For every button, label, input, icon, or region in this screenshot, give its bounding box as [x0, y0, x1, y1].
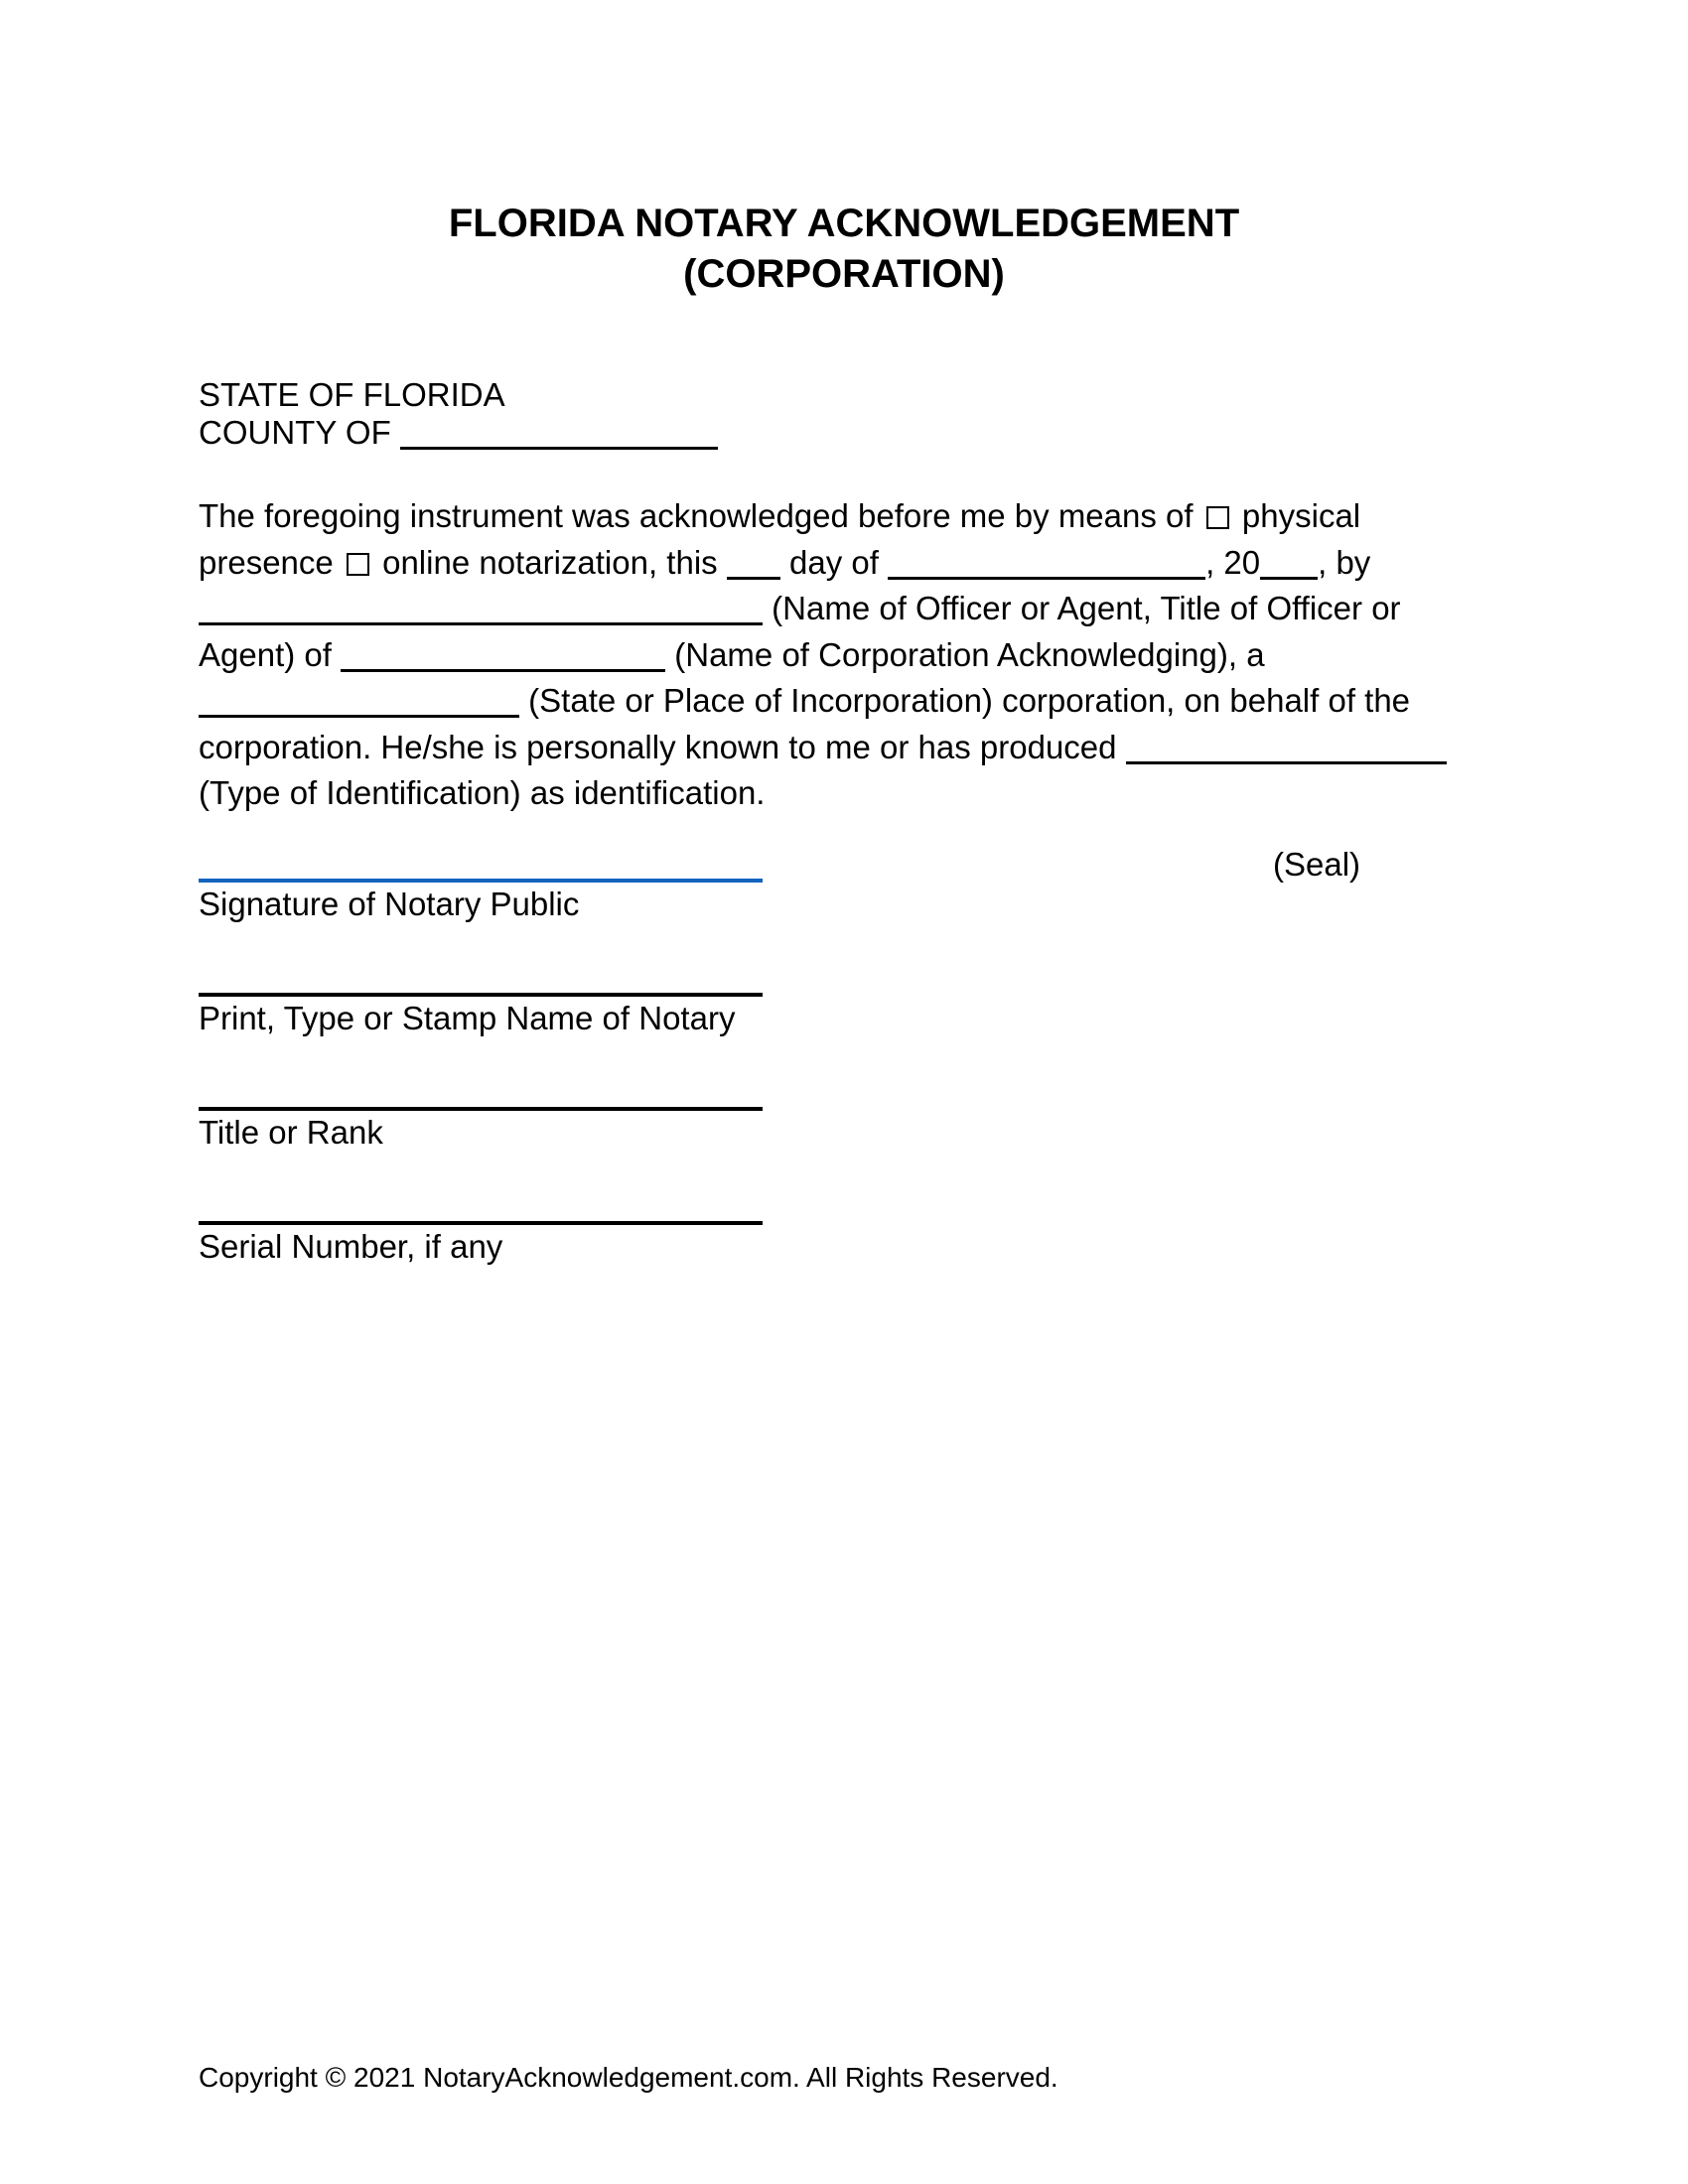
day-blank[interactable] — [727, 577, 780, 580]
paragraph-line — [199, 678, 1509, 725]
paragraph-line — [199, 632, 1509, 679]
paragraph-text: day of — [779, 543, 889, 581]
copyright-footer: Copyright © 2021 NotaryAcknowledgement.com. All Rights Reserved. — [199, 2062, 1058, 2093]
serial-number-line[interactable] — [199, 1221, 763, 1225]
document-title-line2: (CORPORATION) — [683, 252, 1005, 296]
paragraph-text: (Type of Identification) as identification. — [199, 774, 766, 811]
state-of-incorporation-blank[interactable] — [199, 715, 519, 718]
print-name-line[interactable] — [199, 993, 763, 997]
signature-block-serial-number — [199, 1221, 763, 1266]
acknowledgment-paragraph — [199, 493, 1509, 817]
paragraph-text: The foregoing instrument was acknowledged before me by means of — [199, 497, 1202, 534]
jurisdiction-block — [199, 376, 718, 452]
title-rank-line[interactable] — [199, 1107, 763, 1111]
year-blank[interactable] — [1260, 577, 1318, 580]
print-name-label: Print, Type or Stamp Name of Notary — [199, 1000, 736, 1036]
county-line — [199, 414, 718, 452]
online-notarization-checkbox[interactable] — [347, 553, 369, 576]
county-name-blank[interactable] — [400, 447, 718, 450]
paragraph-text: presence — [199, 543, 343, 581]
title-rank-label: Title or Rank — [199, 1114, 383, 1151]
seal-label: (Seal) — [1273, 846, 1361, 883]
paragraph-text: online notarization, this — [372, 543, 727, 581]
corporation-name-blank[interactable] — [341, 669, 665, 672]
document-title-line1: FLORIDA NOTARY ACKNOWLEDGEMENT — [448, 202, 1240, 245]
officer-name-blank[interactable] — [199, 622, 763, 625]
paragraph-text: (Name of Officer or Agent, Title of Officer or — [763, 590, 1401, 626]
paragraph-line — [199, 493, 1509, 540]
paragraph-line — [199, 586, 1509, 632]
month-blank[interactable] — [888, 577, 1205, 580]
state-line: STATE OF FLORIDA — [199, 376, 505, 413]
county-label: COUNTY OF — [199, 414, 391, 451]
identification-type-blank[interactable] — [1126, 761, 1447, 764]
paragraph-text: , 20 — [1205, 543, 1261, 581]
paragraph-text: , by — [1318, 543, 1371, 581]
paragraph-text: (State or Place of Incorporation) corporation, on behalf of the — [519, 682, 1411, 719]
serial-number-label: Serial Number, if any — [199, 1228, 503, 1265]
notary-signature-label: Signature of Notary Public — [199, 886, 580, 922]
signature-block-print-name — [199, 993, 763, 1037]
paragraph-text: (Name of Corporation Acknowledging), a — [665, 635, 1265, 673]
document-title — [0, 199, 1688, 300]
paragraph-line — [199, 725, 1509, 771]
paragraph-text: physical — [1232, 497, 1361, 534]
signature-block-title-rank — [199, 1107, 763, 1152]
paragraph-line — [199, 540, 1509, 587]
signature-block-notary-signature — [199, 879, 763, 923]
paragraph-text: Agent) of — [199, 635, 342, 673]
notary-signature-line[interactable] — [199, 879, 763, 883]
physical-presence-checkbox[interactable] — [1206, 506, 1229, 529]
paragraph-text: corporation. He/she is personally known to me or has produced — [199, 728, 1126, 765]
paragraph-line — [199, 770, 1509, 817]
